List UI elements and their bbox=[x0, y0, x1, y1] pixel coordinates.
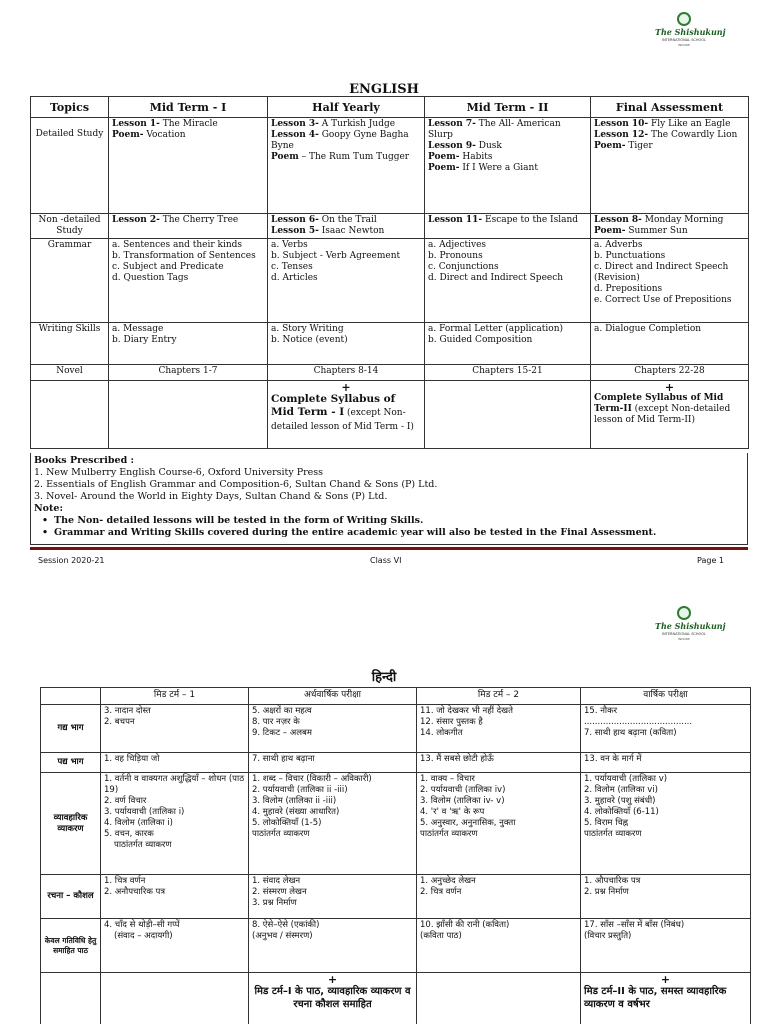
gadya-c2: 5. अक्षरों का महत्व 8. पार नज़र के 9. टिकट – अलबम bbox=[249, 705, 417, 753]
gadya-c1: 3. नादान दोस्त 2. बचपन bbox=[101, 705, 249, 753]
detailed-final: Lesson 10- Fly Like an Eagle Lesson 12- The Cowardly Lion Poem- Tiger bbox=[591, 118, 749, 214]
vyakaran-row bbox=[41, 773, 751, 875]
grammar-half-yearly: a. Verbs b. Subject - Verb Agreement c. Tenses d. Articles bbox=[268, 239, 425, 323]
hindi-extra-c4: + मिड टर्म–II के पाठ, समस्त व्यावहारिक व्याकरण व वर्षभर bbox=[581, 973, 751, 1024]
hindi-header-mid-term-2: मिड टर्म – 2 bbox=[417, 688, 581, 705]
note-title: Note: bbox=[34, 503, 63, 514]
detailed-mid-term-2: Lesson 7- The All- American Slurp Lesson 9- Dusk Poem- Habits Poem- If I Were a Giant bbox=[425, 118, 591, 214]
row-vyakaran: व्यावहारिक व्याकरण bbox=[41, 773, 101, 875]
kewal-c3: 10. झाँसी की रानी (कविता) (कविता पाठ) bbox=[417, 919, 581, 973]
padya-row bbox=[41, 753, 751, 773]
rachna-c3: 1. अनुच्छेद लेखन 2. चित्र वर्णन bbox=[417, 875, 581, 919]
gadya-row bbox=[41, 705, 751, 753]
header-mid-term-1: Mid Term - I bbox=[109, 97, 268, 118]
gadya-c3: 11. जो देखकर भी नहीं देखते 12. संसार पुस्तक है 14. लोकगीत bbox=[417, 705, 581, 753]
footer-session: Session 2020-21 bbox=[38, 556, 105, 565]
grammar-mid-term-2: a. Adjectives b. Pronouns c. Conjunctions d. Direct and Indirect Speech bbox=[425, 239, 591, 323]
hindi-header-mid-term-1: मिड टर्म – 1 bbox=[101, 688, 249, 705]
grammar-final: a. Adverbs b. Punctuations c. Direct and Indirect Speech (Revision) d. Prepositions e. Correct Use of Prepositions bbox=[591, 239, 749, 323]
vyakaran-c2: 1. शब्द – विचार (विकारी – अविकारी) 2. पर्यायवाची (तालिका ii -iii) 3. विलोम (तालिका ii -iii) 4. मुहावरे (संख्या आधारित) 5. लोकोक्तियाँ (1-5) पाठांतर्गत व्याकरण bbox=[249, 773, 417, 875]
detailed-mid-term-1: Lesson 1- The Miracle Poem- Vocation bbox=[109, 118, 268, 214]
book-item: 3. Novel- Around the World in Eighty Days, Sultan Chand & Sons (P) Ltd. bbox=[34, 491, 388, 502]
topic-novel: Novel bbox=[31, 365, 109, 381]
book-item: 2. Essentials of English Grammar and Composition-6, Sultan Chand & Sons (P) Ltd. bbox=[34, 479, 438, 490]
hindi-extra-c3-empty bbox=[417, 973, 581, 1024]
school-emblem-icon bbox=[677, 12, 691, 26]
writing-row bbox=[31, 323, 749, 365]
books-title: Books Prescribed : bbox=[34, 455, 135, 466]
vyakaran-c3: 1. वाक्य – विचार 2. पर्यायवाची (तालिका iv) 3. विलोम (तालिका iv- v) 4. 'र' व 'ऋ' के रूप 5. अनुस्वार, अनुनासिक, नुक्ता पाठांतर्गत व्याकरण bbox=[417, 773, 581, 875]
hindi-header-row bbox=[41, 688, 751, 705]
kewal-c4: 17. साँस –साँस में बाँस (निबंध) (विचार प्रस्तुति) bbox=[581, 919, 751, 973]
kewal-c2: 8. ऐसे–ऐसे (एकांकी) (अनुभव / संस्मरण) bbox=[249, 919, 417, 973]
rachna-c1: 1. चित्र वर्णन 2. अनौपचारिक पत्र bbox=[101, 875, 249, 919]
novel-half-yearly: Chapters 8-14 bbox=[268, 365, 425, 381]
extra-final: + Complete Syllabus of Mid Term-II (except Non-detailed lesson of Mid Term-II) bbox=[591, 381, 749, 449]
english-header-row bbox=[31, 97, 749, 118]
nondetailed-half-yearly: Lesson 6- On the Trail Lesson 5- Isaac Newton bbox=[268, 214, 425, 239]
novel-row bbox=[31, 365, 749, 381]
kewal-c1: 4. चाँद से थोड़ी–सी गप्पें (संवाद – अदायगी) bbox=[101, 919, 249, 973]
padya-c2: 7. साथी हाथ बढ़ाना bbox=[249, 753, 417, 773]
kewal-row bbox=[41, 919, 751, 973]
books-and-notes bbox=[30, 453, 748, 545]
row-rachna: रचना – कौशल bbox=[41, 875, 101, 919]
footer-divider bbox=[30, 547, 748, 550]
row-gadya: गद्य भाग bbox=[41, 705, 101, 753]
rachna-row bbox=[41, 875, 751, 919]
english-title: ENGLISH bbox=[349, 82, 419, 97]
nondetailed-mid-term-2: Lesson 11- Escape to the Island bbox=[425, 214, 591, 239]
hindi-extra-empty bbox=[41, 973, 101, 1024]
school-logo: The Shishukunj INTERNATIONAL SCHOOL INDORE bbox=[655, 12, 713, 52]
hindi-title: हिन्दी bbox=[371, 670, 397, 685]
rachna-c4: 1. औपचारिक पत्र 2. प्रश्न निर्माण bbox=[581, 875, 751, 919]
hindi-extra-c1-empty bbox=[101, 973, 249, 1024]
hindi-header-empty bbox=[41, 688, 101, 705]
gadya-c4: 15. नौकर ........................................ 7. साथी हाथ बढ़ाना (कविता) bbox=[581, 705, 751, 753]
hindi-syllabus-table bbox=[40, 687, 751, 1024]
header-topics: Topics bbox=[31, 97, 109, 118]
header-final-assessment: Final Assessment bbox=[591, 97, 749, 118]
writing-mid-term-1: a. Message b. Diary Entry bbox=[109, 323, 268, 365]
grammar-mid-term-1: a. Sentences and their kinds b. Transformation of Sentences c. Subject and Predicate d. Question Tags bbox=[109, 239, 268, 323]
writing-half-yearly: a. Story Writing b. Notice (event) bbox=[268, 323, 425, 365]
extra-mid-term-1-empty bbox=[109, 381, 268, 449]
novel-mid-term-1: Chapters 1-7 bbox=[109, 365, 268, 381]
header-mid-term-2: Mid Term - II bbox=[425, 97, 591, 118]
hindi-header-half-yearly: अर्धवार्षिक परीक्षा bbox=[249, 688, 417, 705]
padya-c1: 1. वह चिड़िया जो bbox=[101, 753, 249, 773]
header-half-yearly: Half Yearly bbox=[268, 97, 425, 118]
writing-final: a. Dialogue Completion bbox=[591, 323, 749, 365]
hindi-extra-row bbox=[41, 973, 751, 1024]
nondetailed-row bbox=[31, 214, 749, 239]
vyakaran-c4: 1. पर्यायवाची (तालिका v) 2. विलोम (तालिका vi) 3. मुहावरे (पशु संबंधी) 4. लोकोक्तियाँ (6-11) 5. विराम चिह्न पाठांतर्गत व्याकरण bbox=[581, 773, 751, 875]
padya-c4: 13. वन के मार्ग में bbox=[581, 753, 751, 773]
footer-class: Class VI bbox=[370, 556, 402, 565]
note-item: • Grammar and Writing Skills covered during the entire academic year will also be tested in the Final Assessment. bbox=[34, 527, 744, 539]
row-kewal: केवल गतिविधि हेतु समाहित पाठ bbox=[41, 919, 101, 973]
vyakaran-c1: 1. वर्तनी व वाक्यगत अशुद्धियाँ – शोधन (पाठ 19) 2. वर्ण विचार 3. पर्यायवाची (तालिका i) 4. विलोम (तालिका i) 5. वचन, कारक पाठांतर्गत व्याकरण bbox=[101, 773, 249, 875]
hindi-extra-c2: + मिड टर्म–I के पाठ, व्यावहारिक व्याकरण व रचना कौशल समाहित bbox=[249, 973, 417, 1024]
row-padya: पद्य भाग bbox=[41, 753, 101, 773]
complete-syllabus-row bbox=[31, 381, 749, 449]
novel-mid-term-2: Chapters 15-21 bbox=[425, 365, 591, 381]
hindi-header-annual: वार्षिक परीक्षा bbox=[581, 688, 751, 705]
nondetailed-mid-term-1: Lesson 2- The Cherry Tree bbox=[109, 214, 268, 239]
extra-topic-empty bbox=[31, 381, 109, 449]
novel-final: Chapters 22-28 bbox=[591, 365, 749, 381]
topic-grammar: Grammar bbox=[31, 239, 109, 323]
padya-c3: 13. मैं सबसे छोटी होऊँ bbox=[417, 753, 581, 773]
topic-nondetailed: Non -detailed Study bbox=[31, 214, 109, 239]
grammar-row bbox=[31, 239, 749, 323]
school-logo-2: The Shishukunj INTERNATIONAL SCHOOL INDORE bbox=[655, 606, 713, 646]
nondetailed-final: Lesson 8- Monday Morning Poem- Summer Sun bbox=[591, 214, 749, 239]
extra-half-yearly: + Complete Syllabus of Mid Term - I (except Non-detailed lesson of Mid Term - I) bbox=[268, 381, 425, 449]
detailed-half-yearly: Lesson 3- A Turkish Judge Lesson 4- Goopy Gyne Bagha Byne Poem – The Rum Tum Tugger bbox=[268, 118, 425, 214]
school-emblem-icon bbox=[677, 606, 691, 620]
english-syllabus-table bbox=[30, 96, 749, 449]
note-item: • The Non- detailed lessons will be tested in the form of Writing Skills. bbox=[34, 515, 744, 527]
rachna-c2: 1. संवाद लेखन 2. संस्मरण लेखन 3. प्रश्न निर्माण bbox=[249, 875, 417, 919]
extra-mid-term-2-empty bbox=[425, 381, 591, 449]
writing-mid-term-2: a. Formal Letter (application) b. Guided Composition bbox=[425, 323, 591, 365]
footer-page: Page 1 bbox=[697, 556, 724, 565]
book-item: 1. New Mulberry English Course-6, Oxford University Press bbox=[34, 467, 324, 478]
topic-writing: Writing Skills bbox=[31, 323, 109, 365]
topic-detailed-study: Detailed Study bbox=[31, 118, 109, 214]
detailed-study-row bbox=[31, 118, 749, 214]
